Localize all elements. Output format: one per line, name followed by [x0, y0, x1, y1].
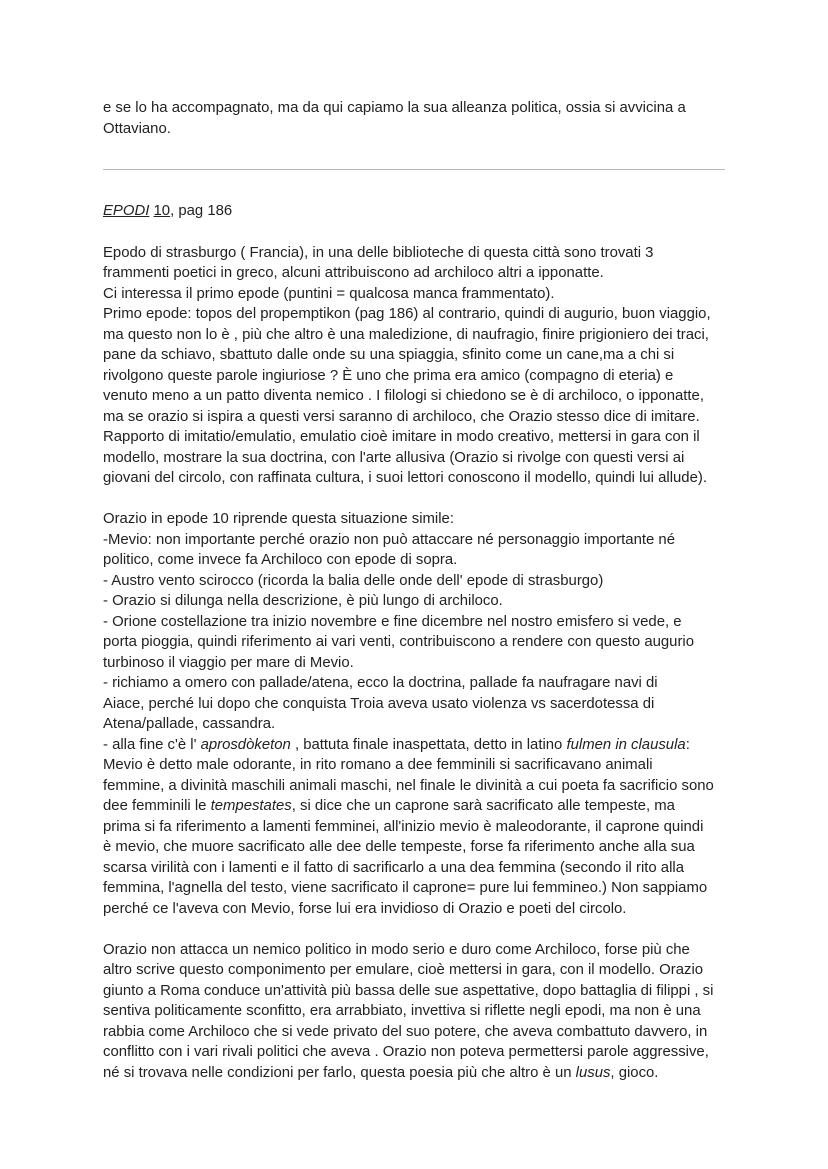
paragraph-epode-10 — [103, 509, 733, 919]
text-line: ma questo non lo è , più che altro è una maledizione, di naufragio, finire prigioniero dei traci, — [103, 326, 709, 343]
text-line: frammenti poetici in greco, alcuni attribuiscono ad archiloco altri a ipponatte. — [103, 265, 604, 281]
text-fragment: , gioco. — [610, 1064, 659, 1081]
text-line: Ottaviano. — [103, 120, 171, 137]
text-line: - Orazio si dilunga nella descrizione, è più lungo di archiloco. — [103, 593, 503, 609]
text-line: - Orione costellazione tra inizio novembre e fine dicembre nel nostro emisfero si vede, e — [103, 613, 682, 630]
text-line: Ci interessa il primo epode (puntini = qualcosa manca frammentato). — [103, 285, 555, 302]
horizontal-divider — [103, 169, 725, 170]
text-line: politico, come invece fa Archiloco con epode di sopra. — [103, 552, 458, 568]
text-line: perché ce l'aveva con Mevio, forse lui era invidioso di Orazio e poeti del circolo. — [103, 900, 627, 917]
heading-title: EPODI — [103, 203, 150, 219]
text-line: giovani del circolo, con raffinata cultura, i suoi lettori conoscono il modello, quindi lui allude). — [103, 470, 707, 486]
text-line: venuto meno a un patto diventa nemico . I filologi si chiedono se è di archiloco, o ipponatte, — [103, 388, 704, 404]
text-line: e se lo ha accompagnato, ma da qui capiamo la sua alleanza politica, ossia si avvicina a — [103, 100, 686, 116]
section-heading — [103, 201, 733, 222]
text-line: altro scrive questo componimento per emulare, cioè mettersi in gara, con il modello. Orazio — [103, 962, 704, 978]
text-line: scarsa virilità con i lamenti e il fatto di sacrificarlo a una dea femmina (secondo il rito alla — [103, 859, 684, 876]
lusus-term: lusus — [575, 1064, 611, 1081]
text-line: prima si fa riferimento a lamenti femminei, all'inizio mevio è maleodorante, il caprone quindi — [103, 818, 704, 835]
text-line: modello, mostrare la sua doctrina, con l'arte allusiva (Orazio si rivolge con questi versi ai — [103, 449, 685, 466]
aprosdoketon-term: aprosdòketon — [200, 736, 291, 753]
latin-term: fulmen in clausula — [566, 736, 686, 753]
text-fragment: né si trovava nelle condizioni per farlo, questa poesia più che altro è un — [103, 1064, 576, 1081]
paragraph-strasburgo — [103, 243, 733, 489]
text-line: Orazio in epode 10 riprende questa situazione simile: — [103, 511, 454, 527]
text-line: - Austro vento scirocco (ricorda la balia delle onde dell' epode di strasburgo) — [103, 572, 604, 589]
text-line: Atena/pallade, cassandra. — [103, 716, 276, 732]
paragraph-gap — [103, 489, 733, 510]
text-line: rabbia come Archiloco che si vede privato del suo potere, che aveva combattuto davvero, in — [103, 1023, 708, 1040]
paragraph-gap — [103, 919, 733, 940]
text-line — [103, 798, 675, 814]
text-line: -Mevio: non importante perché orazio non può attaccare né personaggio importante né — [103, 531, 675, 548]
heading-number: 10 — [153, 203, 171, 219]
text-fragment: - alla fine c'è l' — [103, 736, 201, 753]
text-line — [103, 737, 690, 753]
text-line: giunto a Roma conduce un'attività più bassa delle sue aspettative, dopo battaglia di filippi , si — [103, 982, 714, 999]
text-line: Primo epode: topos del propemptikon (pag 186) al contrario, quindi di augurio, buon viaggio, — [103, 306, 711, 322]
text-fragment: : — [685, 736, 690, 753]
text-line: Epodo di strasburgo ( Francia), in una delle biblioteche di questa città sono trovati 3 — [103, 244, 654, 261]
text-line: porta pioggia, quindi riferimento ai vari venti, contribuiscono a rendere con questo augurio — [103, 634, 695, 650]
text-line: Orazio non attacca un nemico politico in modo serio e duro come Archiloco, forse più che — [103, 941, 690, 958]
paragraph-conclusion — [103, 940, 733, 1084]
tempestates-term: tempestates — [210, 798, 292, 814]
text-line — [103, 1065, 658, 1081]
document-page — [103, 98, 733, 1083]
intro-paragraph — [103, 98, 733, 139]
text-fragment: dee femminili le — [103, 798, 211, 814]
text-line: Mevio è detto male odorante, in rito romano a dee femminili si sacrificavano animali — [103, 757, 653, 773]
text-line: femmina, l'agnella del testo, viene sacrificato il caprone= pure lui femmineo.) Non sappiamo — [103, 880, 708, 896]
text-line: Rapporto di imitatio/emulatio, emulatio cioè imitare in modo creativo, mettersi in gara con il — [103, 429, 700, 445]
text-line: sentiva politicamente sconfitto, era arrabbiato, invettiva si riflette negli epodi, ma non è una — [103, 1003, 701, 1019]
text-line: Aiace, perché lui dopo che conquista Troia aveva usato violenza vs sacerdotessa di — [103, 695, 655, 712]
heading-page: , pag 186 — [170, 203, 233, 219]
text-fragment: , battuta finale inaspettata, detto in latino — [290, 736, 567, 753]
text-line: è mevio, che muore sacrificato alle dee delle tempeste, forse fa riferimento anche alla sua — [103, 839, 695, 855]
text-line: conflitto con i vari rivali politici che aveva . Orazio non poteva permettersi parole aggressive, — [103, 1044, 709, 1060]
text-line: femmine, a divinità maschili animali maschi, nel finale le divinità a cui poeta fa sacrificio sono — [103, 777, 714, 794]
text-line: pane da schiavo, sbattuto dalle onde su una spiaggia, sfinito come un cane,ma a chi si — [103, 347, 675, 363]
text-fragment: , si dice che un caprone sarà sacrificato alle tempeste, ma — [291, 798, 675, 814]
text-line: turbinoso il viaggio per mare di Mevio. — [103, 654, 354, 671]
text-line: ma se orazio si ispira a questi versi saranno di archiloco, che Orazio stesso dice di imitare. — [103, 408, 700, 425]
text-line: rivolgono queste parole ingiuriose ? È uno che prima era amico (compagno di eteria) e — [103, 367, 674, 384]
text-line: - richiamo a omero con pallade/atena, ecco la doctrina, pallade fa naufragare navi di — [103, 675, 658, 691]
